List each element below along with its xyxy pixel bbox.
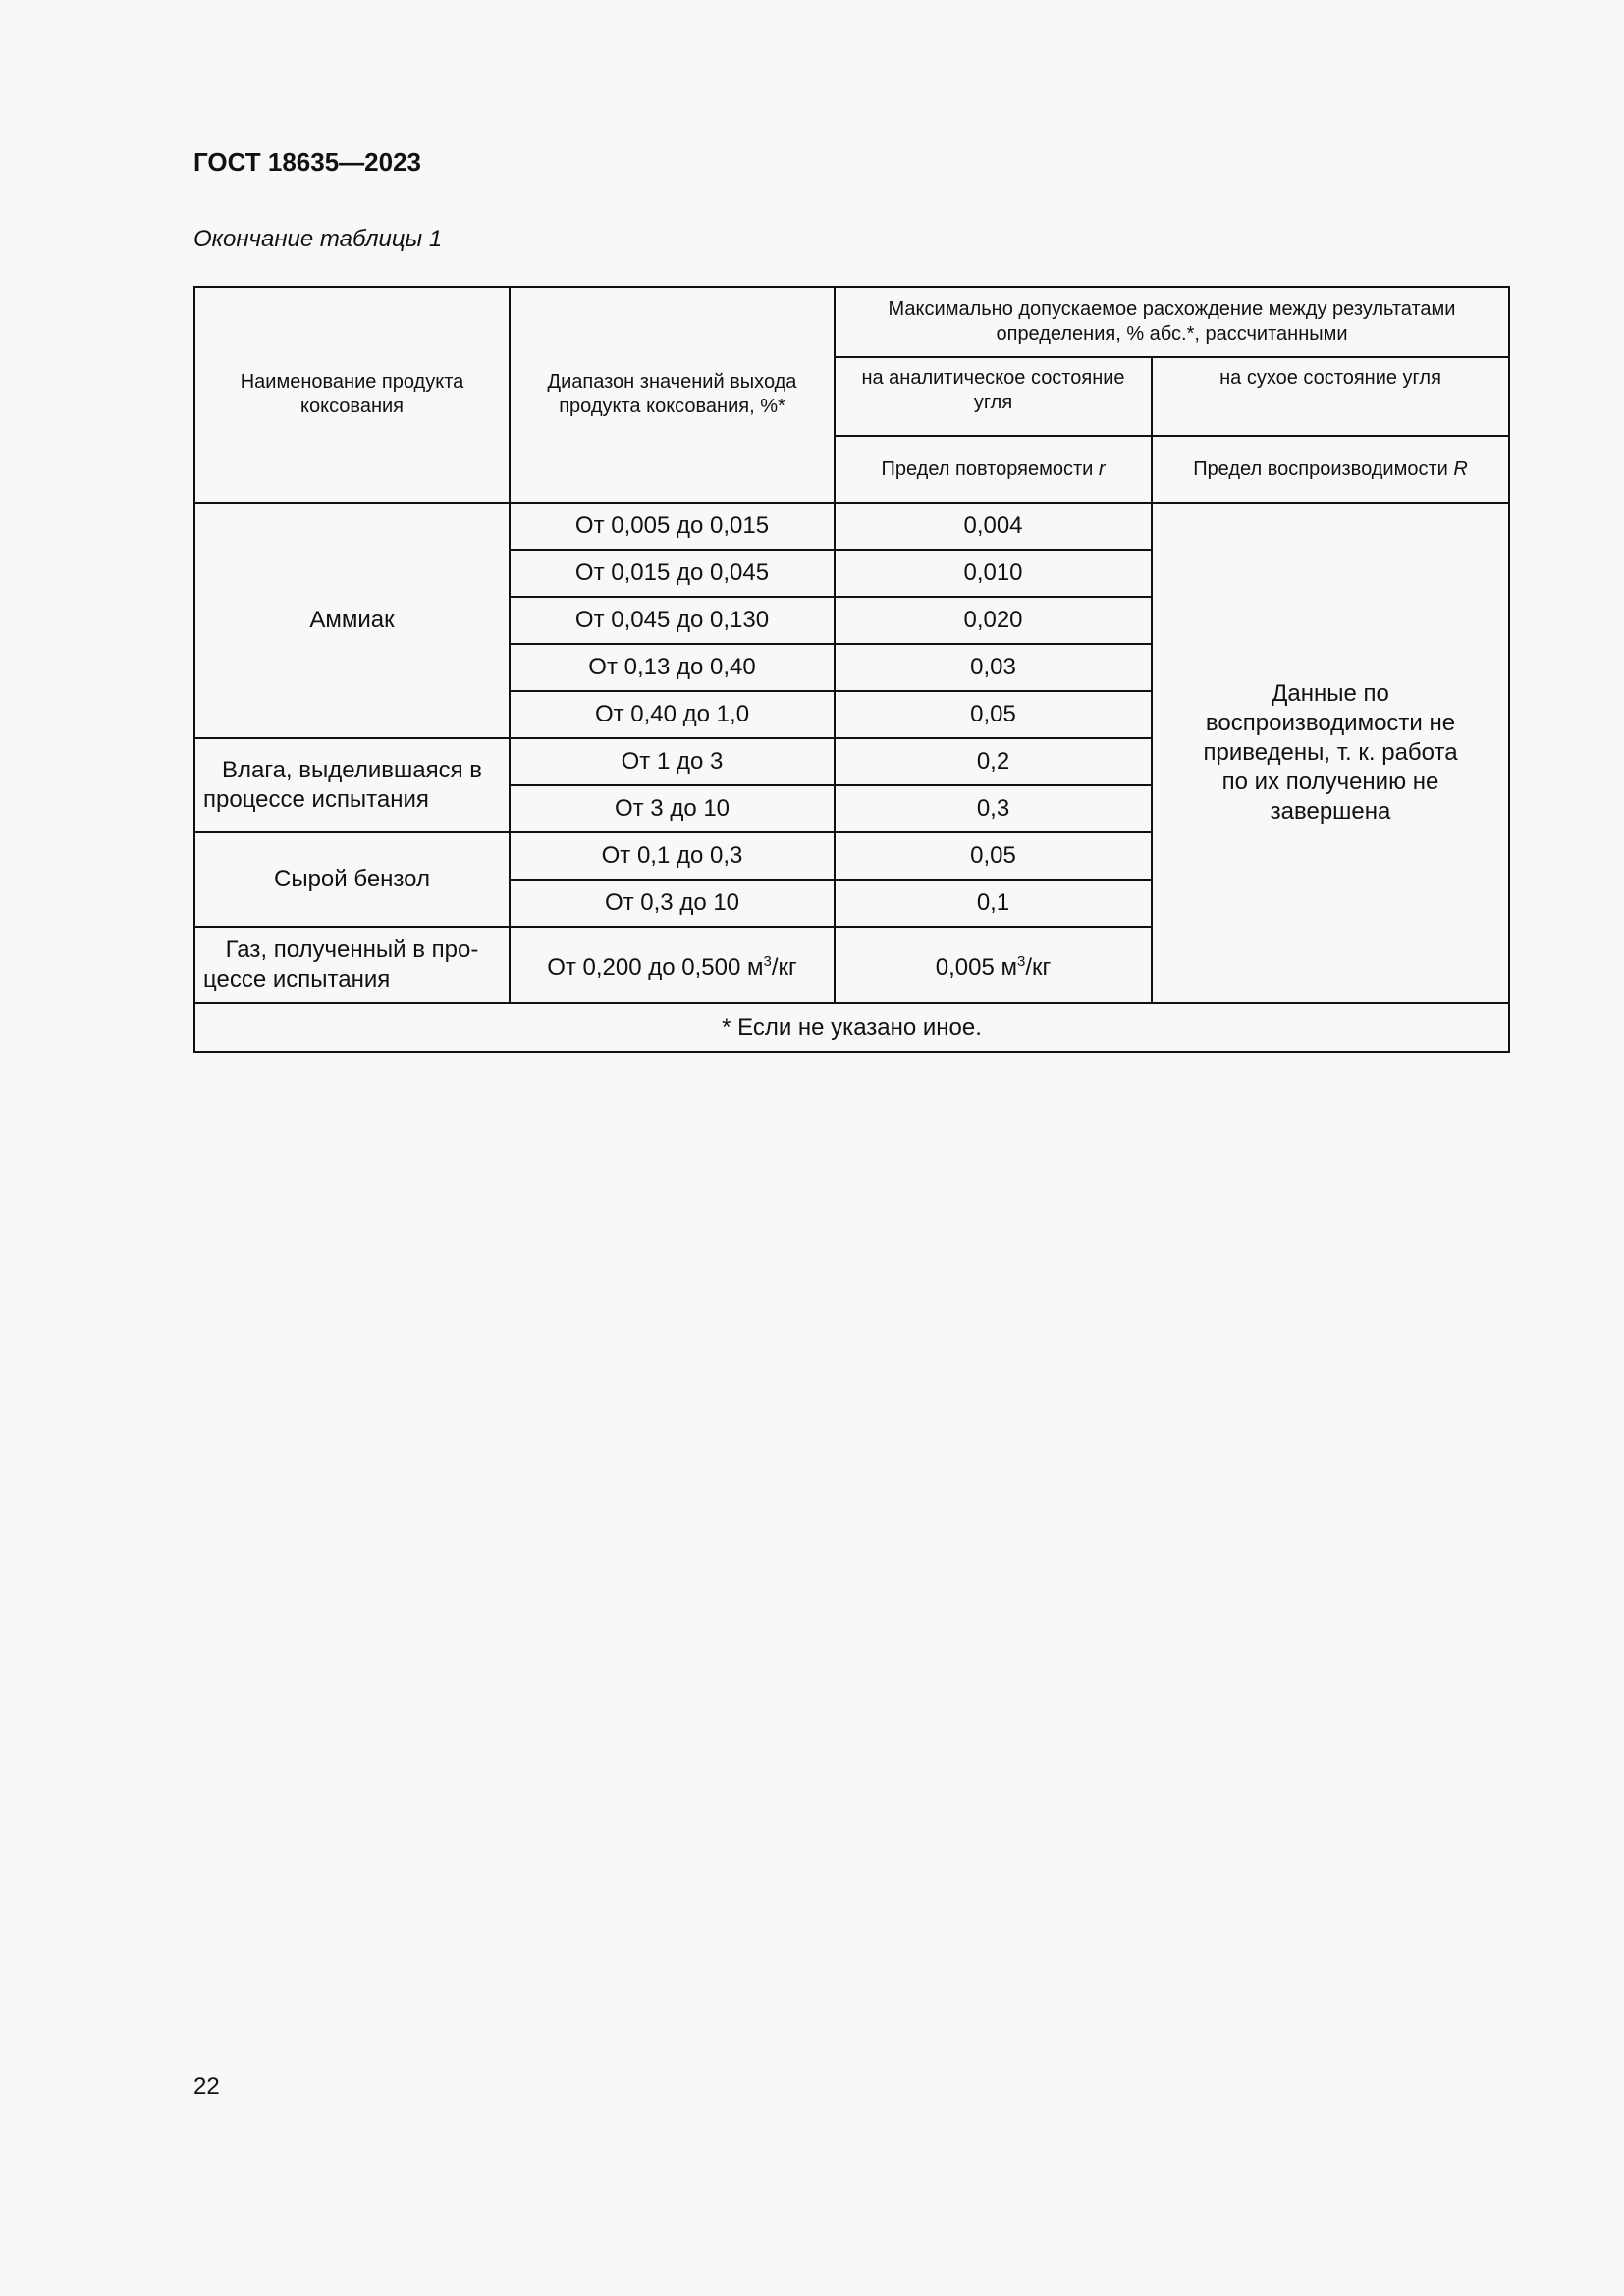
product-name: Аммиак — [194, 503, 510, 738]
header-dry: на сухое состояние угля — [1152, 357, 1509, 436]
reproducibility-note: Данные по воспроизводимости не приведены, т. к. работа по их получению не завершена — [1152, 503, 1509, 1003]
repeatability-cell: 0,020 — [835, 597, 1152, 644]
repeatability-cell: 0,05 — [835, 832, 1152, 880]
header-range: Диапазон значений выхода продукта коксования, %* — [510, 287, 835, 503]
header-group: Максимально допускаемое расхождение между результатами определения, % абс.*, рассчитанными — [835, 287, 1509, 357]
repeatability-cell: 0,05 — [835, 691, 1152, 738]
repeatability-cell: 0,03 — [835, 644, 1152, 691]
range-cell: От 0,045 до 0,130 — [510, 597, 835, 644]
repeatability-cell: 0,1 — [835, 880, 1152, 927]
range-cell: От 0,005 до 0,015 — [510, 503, 835, 550]
range-cell: От 0,200 до 0,500 $м^3/кг$ — [510, 927, 835, 1003]
page-number: 22 — [193, 2073, 220, 2100]
header-repeatability: Предел повторяемости r — [835, 436, 1152, 503]
table-caption: Окончание таблицы 1 — [193, 226, 443, 252]
repeatability-cell: 0,005 $м^3/кг$ — [835, 927, 1152, 1003]
range-cell: От 0,13 до 0,40 — [510, 644, 835, 691]
repeatability-cell: 0,3 — [835, 785, 1152, 832]
repeatability-cell: 0,2 — [835, 738, 1152, 785]
range-cell: От 0,3 до 10 — [510, 880, 835, 927]
header-analytic: на аналитическое состояние угля — [835, 357, 1152, 436]
header-product: Наименование продукта коксования — [194, 287, 510, 503]
range-cell: От 1 до 3 — [510, 738, 835, 785]
range-cell: От 0,015 до 0,045 — [510, 550, 835, 597]
repeatability-cell: 0,004 — [835, 503, 1152, 550]
product-name: Сырой бензол — [194, 832, 510, 927]
range-cell: От 0,40 до 1,0 — [510, 691, 835, 738]
data-table — [193, 286, 1510, 1053]
document-title: ГОСТ 18635—2023 — [193, 147, 421, 177]
repeatability-cell: 0,010 — [835, 550, 1152, 597]
product-name: Газ, полученный в про-цессе испытания — [194, 927, 510, 1003]
table-footnote: * Если не указано иное. — [194, 1003, 1509, 1052]
range-cell: От 0,1 до 0,3 — [510, 832, 835, 880]
product-name: Влага, выделившаяся в процессе испытания — [194, 738, 510, 832]
header-reproducibility: Предел воспроизводимости R — [1152, 436, 1509, 503]
range-cell: От 3 до 10 — [510, 785, 835, 832]
